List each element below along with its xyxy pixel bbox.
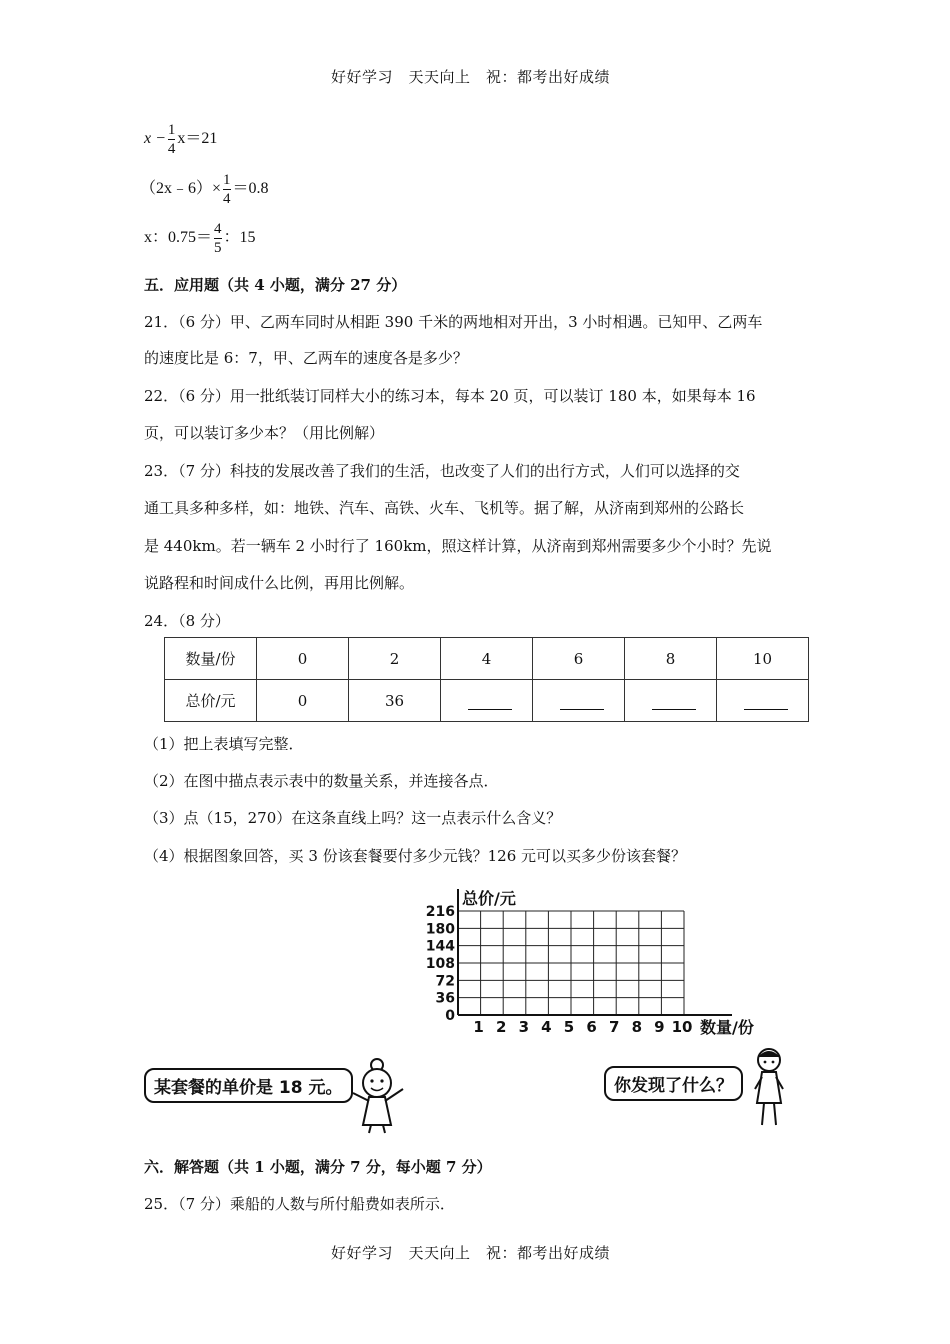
table-cell: 10 — [717, 638, 809, 680]
q23-line-3: 是 440km。若一辆车 2 小时行了 160km，照这样计算，从济南到郑州需要多少个小时？先说 — [144, 537, 772, 555]
q24-title: 24．（8 分） — [144, 612, 230, 630]
table-row — [165, 680, 809, 722]
q24-sub-3: （3）点（15，270）在这条直线上吗？这一点表示什么含义？ — [144, 809, 562, 827]
y-tick-label: 72 — [435, 973, 455, 990]
eq1-right: x＝21 — [177, 130, 218, 148]
quantity-price-table — [164, 637, 809, 722]
equation-2 — [140, 172, 269, 207]
table-cell: 总价/元 — [165, 680, 257, 722]
section-5-title: 五．应用题（共 4 小题，满分 27 分） — [144, 276, 407, 294]
y-tick-label: 0 — [445, 1008, 455, 1024]
eq3-left: x：0.75＝ — [144, 229, 213, 247]
x-tick-label: 7 — [608, 1018, 620, 1036]
x-tick-label: 4 — [541, 1018, 552, 1036]
q24-sub-4: （4）根据图象回答，买 3 份该套餐要付多少元钱？126 元可以买多少份该套餐？ — [144, 847, 687, 865]
eq2-right: ＝0.8 — [232, 180, 269, 198]
q22-line-2: 页，可以装订多少本？（用比例解） — [144, 424, 385, 442]
q22-line-1: 22．（6 分）用一批纸装订同样大小的练习本，每本 20 页，可以装订 180 本，如果每本 16 — [144, 387, 756, 405]
x-tick-label: 2 — [495, 1018, 507, 1036]
section-6-title: 六．解答题（共 1 小题，满分 7 分，每小题 7 分） — [144, 1158, 492, 1176]
speech-bubble-right: 你发现了什么？ — [604, 1066, 743, 1101]
eq3-fraction: $\frac{4}{5}$ — [214, 221, 222, 256]
answer-blank[interactable] — [441, 680, 533, 722]
eq1-fraction: $\frac{1}{4}$ — [167, 122, 176, 157]
q25-text: 25．（7 分）乘船的人数与所付船费如表所示． — [144, 1195, 455, 1213]
table-cell: 0 — [257, 680, 349, 722]
x-tick-label: 5 — [563, 1018, 575, 1036]
y-axis-label: 总价/元 — [462, 889, 516, 908]
answer-blank[interactable] — [625, 680, 717, 722]
y-tick-label: 108 — [425, 956, 455, 972]
table-cell: 2 — [349, 638, 441, 680]
eq3-right: ：15 — [223, 229, 256, 247]
y-tick-label: 36 — [435, 990, 455, 1007]
equation-1 — [144, 122, 217, 157]
q23-line-1: 23．（7 分）科技的发展改善了我们的生活，也改变了人们的出行方式，人们可以选择的交 — [144, 462, 740, 480]
table-cell: 0 — [257, 638, 349, 680]
equation-3 — [144, 221, 256, 256]
page-footer: 好好学习 天天向上 祝：都考出好成绩 — [331, 1244, 611, 1262]
eq2-left: （2x﹣6）× — [140, 180, 222, 198]
table-cell: 36 — [349, 680, 441, 722]
page-header: 好好学习 天天向上 祝：都考出好成绩 — [331, 68, 611, 86]
x-tick-label: 9 — [654, 1018, 665, 1036]
y-tick-label: 216 — [425, 904, 455, 920]
q21-line-1: 21．（6 分）甲、乙两车同时从相距 390 千米的两地相对开出，3 小时相遇。已知甲、乙两车 — [144, 313, 763, 331]
girl-illustration-left — [345, 1055, 417, 1135]
q23-line-4: 说路程和时间成什么比例，再用比例解。 — [144, 574, 415, 592]
table-cell: 6 — [533, 638, 625, 680]
speech-bubble-left: 某套餐的单价是 18 元。 — [144, 1068, 353, 1103]
x-tick-label: 3 — [518, 1018, 530, 1036]
table-cell: 4 — [441, 638, 533, 680]
table-cell: 8 — [625, 638, 717, 680]
price-chart — [400, 880, 800, 1040]
q24-sub-2: （2）在图中描点表示表中的数量关系，并连接各点． — [144, 772, 499, 790]
table-cell: 数量/份 — [165, 638, 257, 680]
x-tick-label: 8 — [631, 1018, 643, 1036]
x-axis-label: 数量/份 — [700, 1018, 754, 1037]
answer-blank[interactable] — [717, 680, 809, 722]
q21-line-2: 的速度比是 6：7，甲、乙两车的速度各是多少？ — [144, 349, 468, 367]
y-tick-label: 180 — [425, 921, 455, 938]
y-tick-label: 144 — [425, 938, 455, 955]
eq2-fraction: $\frac{1}{4}$ — [223, 172, 231, 207]
eq1-left: x − — [144, 130, 166, 148]
q23-line-2: 通工具多种多样，如：地铁、汽车、高铁、火车、飞机等。据了解，从济南到郑州的公路长 — [144, 499, 745, 517]
q24-sub-1: （1）把上表填写完整． — [144, 735, 304, 753]
answer-blank[interactable] — [533, 680, 625, 722]
x-tick-label: 6 — [586, 1018, 597, 1036]
x-tick-label: 10 — [671, 1018, 693, 1036]
x-tick-label: 1 — [473, 1018, 484, 1036]
table-row — [165, 638, 809, 680]
girl-illustration-right — [745, 1045, 795, 1130]
